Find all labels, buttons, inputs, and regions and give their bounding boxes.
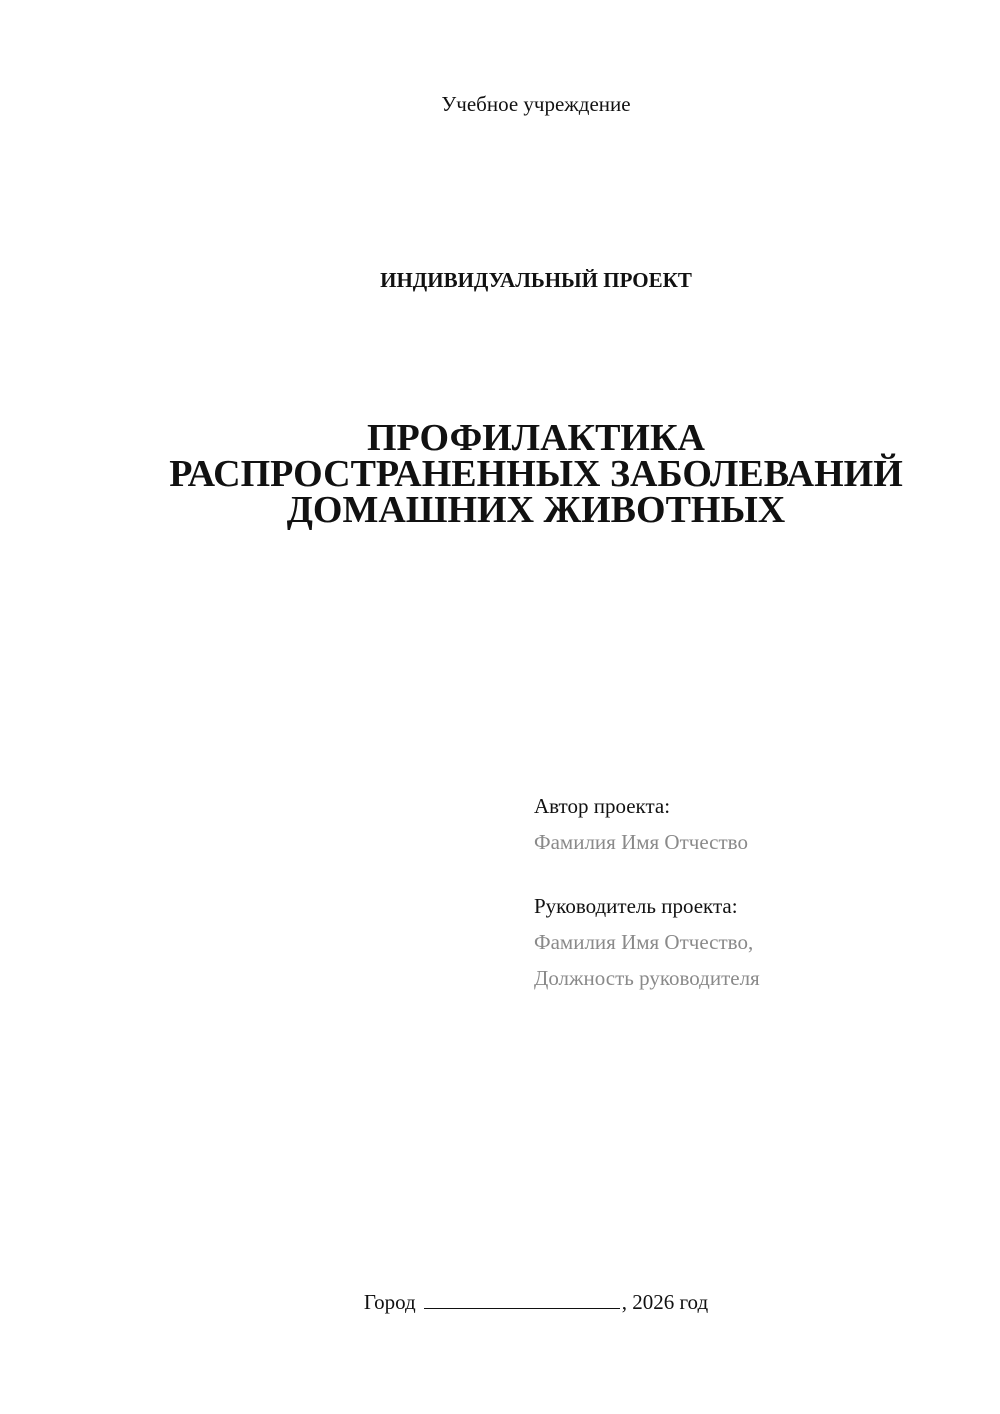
author-section	[534, 788, 760, 860]
supervisor-name-placeholder: Фамилия Имя Отчество,	[534, 930, 754, 954]
supervisor-position-placeholder: Должность руководителя	[534, 966, 760, 990]
project-title-line: ПРОФИЛАКТИКА	[367, 417, 705, 459]
project-title-line: РАСПРОСТРАНЕННЫХ ЗАБОЛЕВАНИЙ	[169, 453, 903, 495]
institution-name: Учебное учреждение	[441, 92, 631, 116]
credits-block	[534, 788, 760, 1024]
footer-city-year	[0, 1290, 1000, 1315]
year-text: , 2026 год	[621, 1290, 709, 1314]
project-type-heading: ИНДИВИДУАЛЬНЫЙ ПРОЕКТ	[380, 268, 692, 292]
author-label: Автор проекта:	[534, 794, 671, 818]
project-title-line: ДОМАШНИХ ЖИВОТНЫХ	[286, 489, 786, 531]
city-label: Город	[363, 1290, 416, 1314]
author-name-placeholder: Фамилия Имя Отчество	[534, 830, 748, 854]
supervisor-label: Руководитель проекта:	[534, 894, 738, 918]
city-blank-line	[424, 1290, 620, 1309]
supervisor-section	[534, 888, 760, 996]
project-title	[0, 417, 1000, 531]
